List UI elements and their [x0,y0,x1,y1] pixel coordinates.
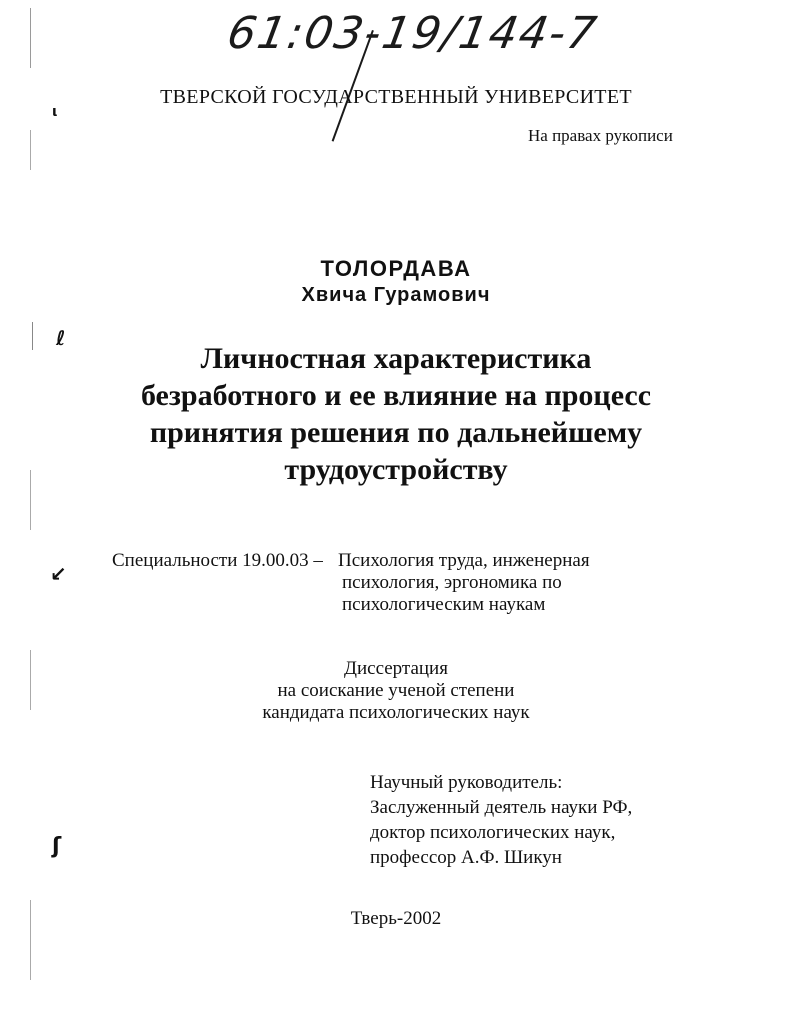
specialty-line: Психология труда, инженерная [338,550,590,571]
supervisor-line: доктор психологических наук, [370,822,616,843]
specialty-line: психология, эргономика по [342,572,562,593]
handwritten-archive-code: 61:03-19/144-7 [223,8,602,59]
university-name: ТВЕРСКОЙ ГОСУДАРСТВЕННЫЙ УНИВЕРСИТЕТ [160,86,632,108]
specialty-line: психологическим наукам [342,594,546,615]
author-surname: ТОЛОРДАВА [320,256,472,281]
supervisor-line: Заслуженный деятель науки РФ, [370,797,633,818]
degree-statement [0,658,792,724]
supervisor-line: профессор А.Ф. Шикун [370,847,562,868]
dissertation-title [0,340,792,488]
margin-ink-mark: ℓ [56,326,66,350]
margin-ink-mark: ʃ [52,834,62,859]
margin-ink-mark: ι [52,104,58,120]
degree-line: Диссертация [344,658,448,679]
rights-note: На правах рукописи [528,126,673,145]
degree-line: на соискание ученой степени [277,680,515,701]
author-given-name: Хвича Гурамович [301,284,491,306]
degree-line: кандидата психологических наук [262,702,530,723]
scan-artifact [30,8,31,68]
scan-artifact [30,130,31,170]
supervisor-block [370,770,632,870]
title-line: трудоустройству [284,453,508,486]
title-line: принятия решения по дальнейшему [149,416,643,449]
city-year: Тверь-2002 [350,908,442,929]
title-line: безработного и ее влияние на процесс [140,379,652,412]
supervisor-line: Научный руководитель: [370,772,563,793]
margin-ink-mark: ↙ [50,562,67,586]
specialty-description [338,550,590,616]
title-line: Личностная характеристика [200,342,592,375]
specialty-label: Специальности 19.00.03 – [112,550,323,571]
